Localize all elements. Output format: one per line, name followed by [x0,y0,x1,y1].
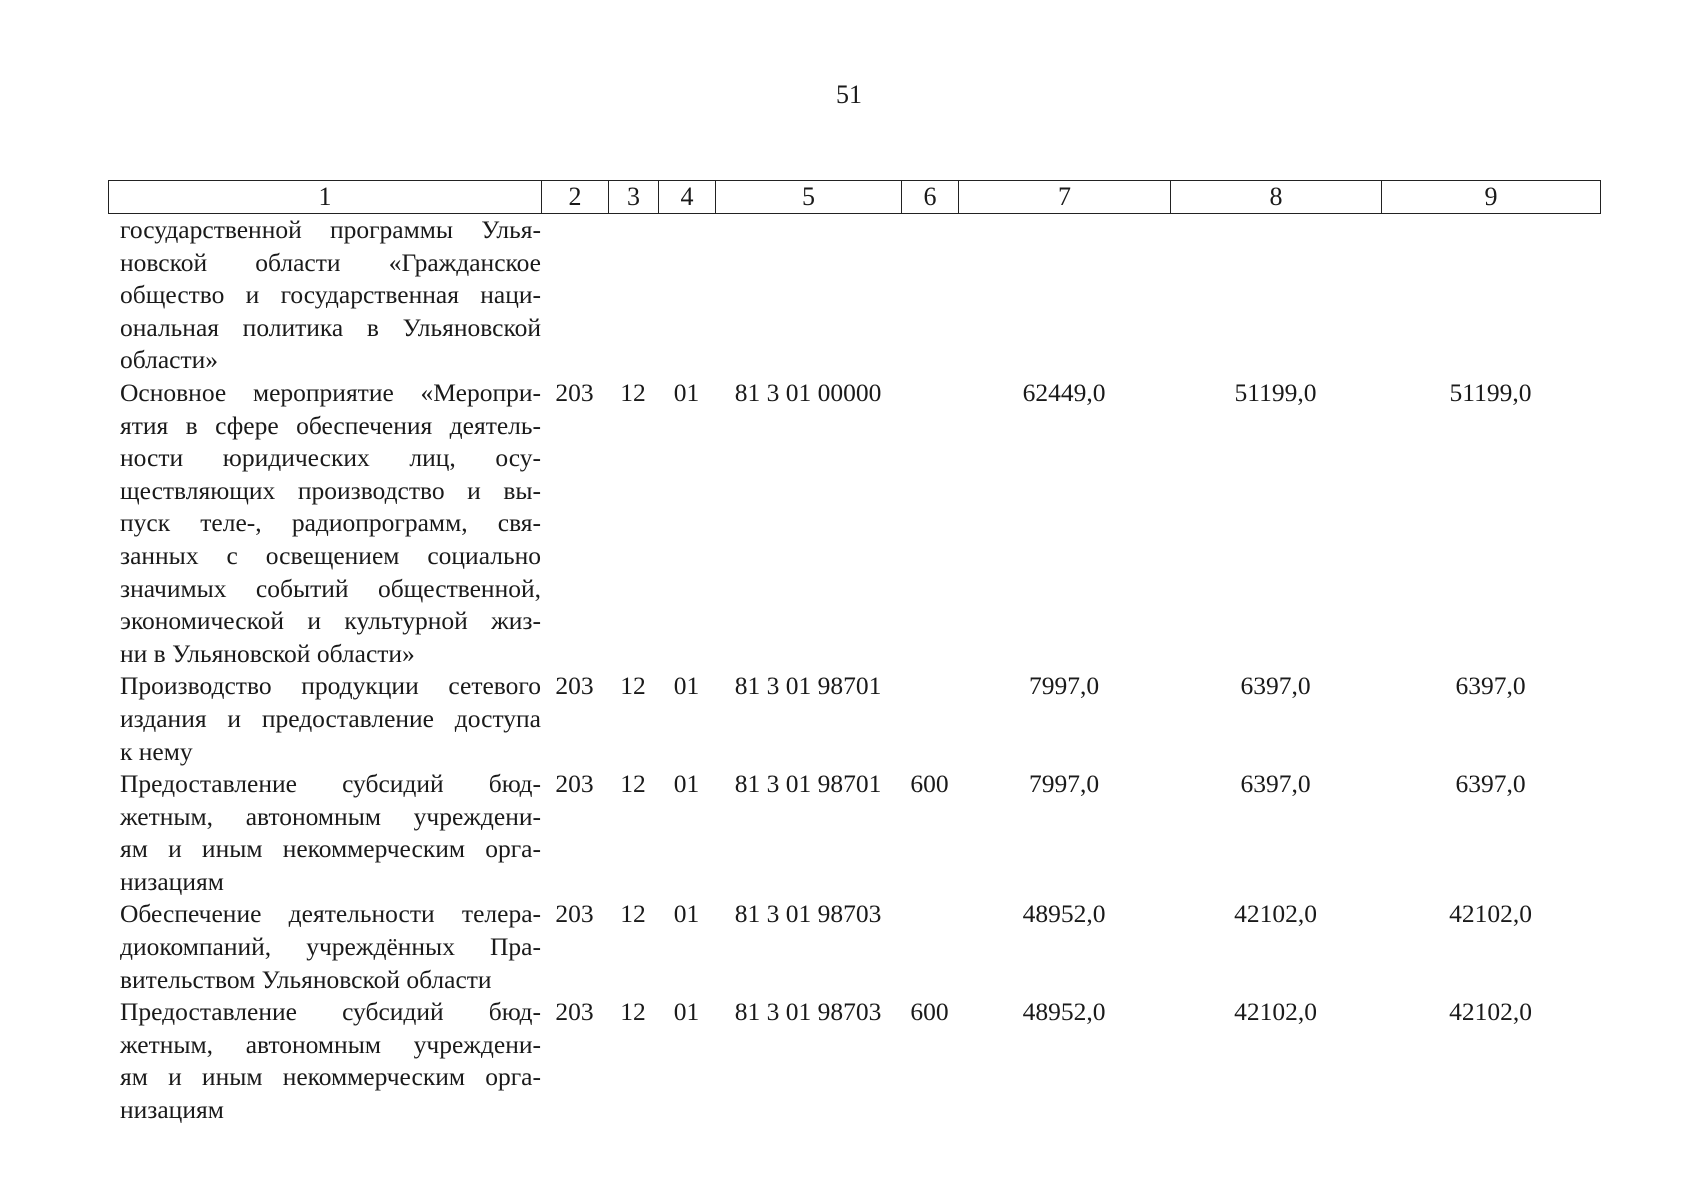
table-body [108,214,1600,1127]
row-cell-c2: 203 [555,997,594,1027]
row-name-line: низациям [120,1095,224,1125]
row-cell-c3: 12 [620,769,646,799]
row-name-line: ям и иным некоммерческим орга- [120,834,541,864]
row-cell-c4: 01 [673,997,700,1027]
row-name-cell [108,377,541,670]
table-row [108,996,1600,1126]
row-name-line: низациям [120,866,224,896]
row-name-line: Предоставление субсидий бюд- [120,769,541,799]
row-name-line: государственной программы Улья- [120,215,541,244]
row-cell-c4: 01 [673,671,700,701]
row-cell-c5: 81 3 01 98701 [734,671,882,701]
row-cell-c9: 51199,0 [1449,377,1532,407]
row-name-line: значимых событий общественной, [120,573,541,603]
row-name-line: ям и иным некоммерческим орга- [120,1062,541,1092]
row-cell-c5: 81 3 01 98701 [734,769,882,799]
header-cell-9: 9 [1382,181,1601,214]
table-row [108,768,1600,898]
page-number: 51 [836,80,862,109]
row-name-line: ятия в сфере обеспечения деятель- [120,410,541,440]
row-cell-c6: 600 [910,997,949,1027]
row-cell-c9: 6397,0 [1455,769,1526,799]
row-cell-c6: 600 [910,769,949,799]
table-row [108,377,1600,670]
row-name-line: Производство продукции сетевого [120,671,541,701]
row-cell-c3: 12 [620,997,646,1027]
row-name-line: ществляющих производство и вы- [120,475,541,505]
row-cell-c4: 01 [673,899,700,929]
row-name-cell [108,214,541,377]
row-cell-c3: 12 [620,899,646,929]
header-cell-1: 1 [109,181,542,214]
header-cell-2: 2 [542,181,609,214]
row-name-line: новской области «Гражданское [120,247,541,277]
row-cell-c4: 01 [673,377,700,407]
row-cell-c7: 48952,0 [1022,997,1106,1027]
header-cell-5: 5 [716,181,902,214]
row-cell-c7: 48952,0 [1022,899,1106,929]
row-cell-c8: 42102,0 [1234,899,1317,929]
row-name-cell [108,898,541,996]
header-cell-3: 3 [609,181,659,214]
header-cell-7: 7 [959,181,1171,214]
row-name-line: экономической и культурной жиз- [120,606,541,636]
row-cell-c3: 12 [620,671,646,701]
row-cell-c2: 203 [555,769,594,799]
row-name-line: Предоставление субсидий бюд- [120,997,541,1027]
row-cell-c5: 81 3 01 98703 [734,899,882,929]
row-cell-c4: 01 [673,769,700,799]
row-name-line: ональная политика в Ульяновской [120,312,541,342]
row-cell-c8: 51199,0 [1234,377,1317,407]
table-header [108,180,1601,214]
row-cell-c2: 203 [555,377,594,407]
row-name-line: жетным, автономным учреждени- [120,801,541,831]
row-cell-c8: 6397,0 [1240,671,1311,701]
table-row [108,214,1600,377]
row-cell-c7: 7997,0 [1028,671,1100,701]
row-cell-c5: 81 3 01 98703 [734,997,882,1027]
row-cell-c3: 12 [620,377,646,407]
row-name-line: пуск теле-, радиопрограмм, свя- [120,508,541,538]
header-cell-6: 6 [902,181,959,214]
row-cell-c9: 42102,0 [1449,899,1532,929]
row-name-line: занных с освещением социально [120,540,541,570]
row-cell-c2: 203 [555,671,594,701]
row-cell-c2: 203 [555,899,594,929]
row-name-line: издания и предоставление доступа [120,703,541,733]
row-cell-c9: 42102,0 [1449,997,1532,1027]
row-name-line: Обеспечение деятельности телера- [120,899,541,929]
row-name-line: к нему [120,736,193,766]
row-name-cell [108,996,541,1126]
row-cell-c8: 42102,0 [1234,997,1317,1027]
row-name-line: жетным, автономным учреждени- [120,1029,541,1059]
row-name-cell [108,768,541,898]
table-row [108,898,1600,996]
row-name-cell [108,670,541,768]
row-name-line: общество и государственная наци- [120,280,541,310]
row-name-line: Основное мероприятие «Меропри- [120,377,541,407]
row-name-line: вительством Ульяновской области [120,964,492,994]
header-cell-8: 8 [1171,181,1382,214]
row-name-line: диокомпаний, учреждённых Пра- [120,932,541,962]
row-cell-c8: 6397,0 [1240,769,1311,799]
row-cell-c5: 81 3 01 00000 [734,377,882,407]
table-row [108,670,1600,768]
header-cell-4: 4 [659,181,716,214]
row-name-line: ности юридических лиц, осу- [120,443,541,473]
row-cell-c7: 62449,0 [1022,377,1106,407]
row-cell-c9: 6397,0 [1455,671,1526,701]
row-cell-c7: 7997,0 [1028,769,1100,799]
row-name-line: области» [120,345,218,375]
row-name-line: ни в Ульяновской области» [120,638,415,668]
